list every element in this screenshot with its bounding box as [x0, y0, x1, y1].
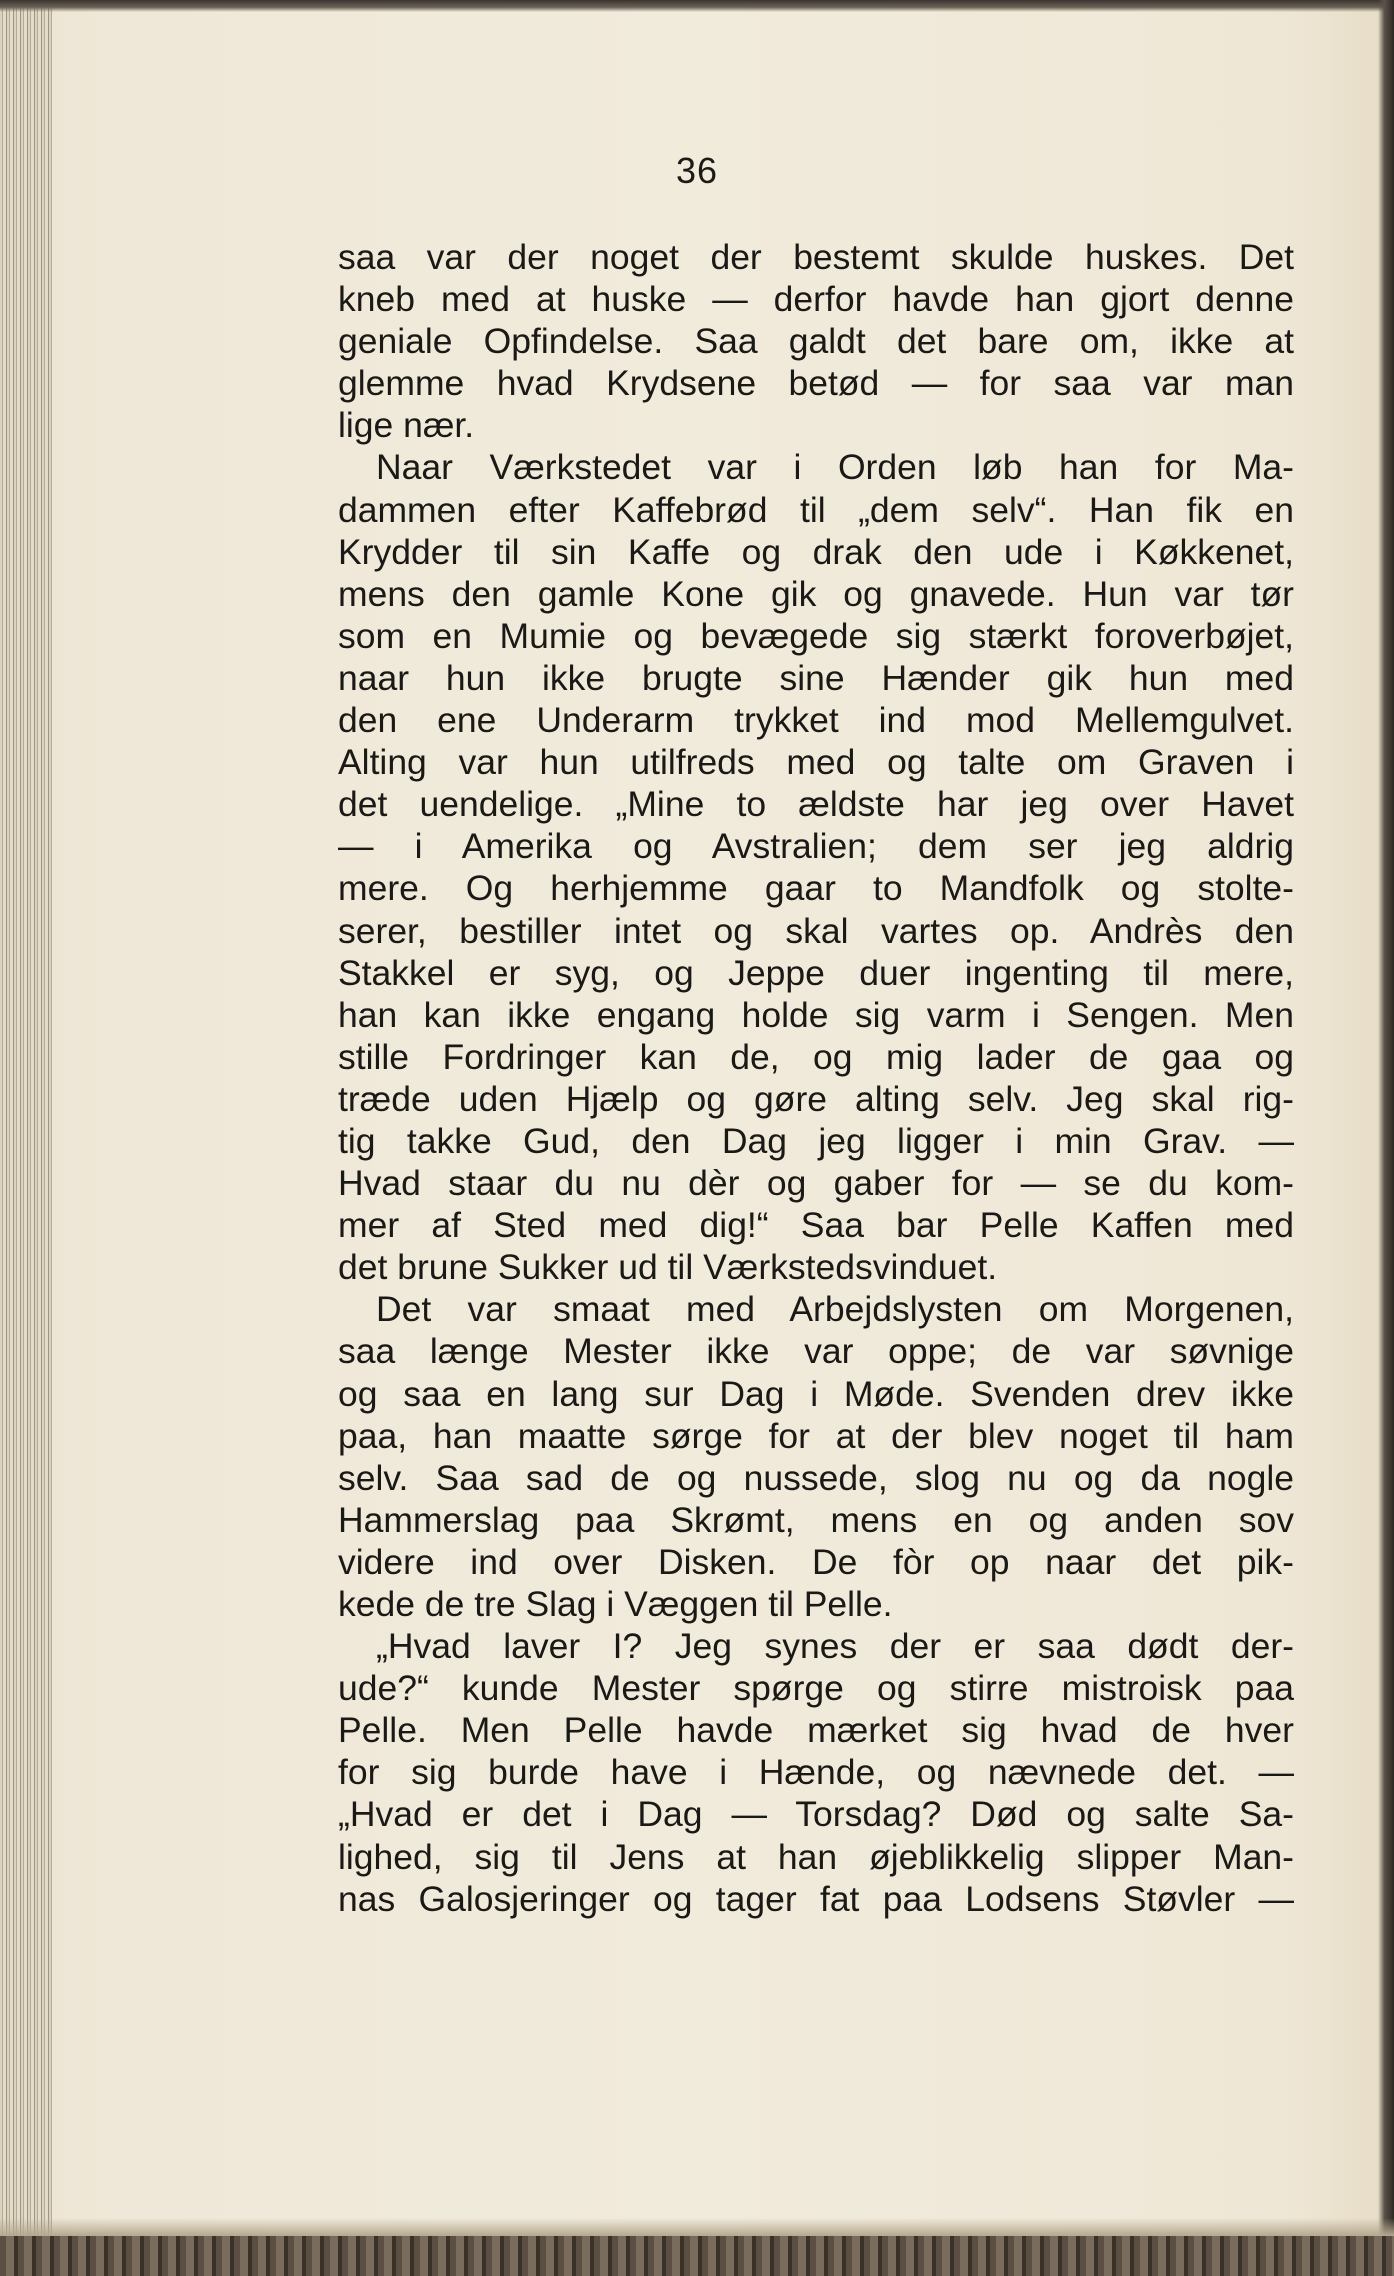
- text-line: Hvad staar du nu dèr og gaber for — se du kom-: [338, 1163, 1294, 1204]
- text-line: geniale Opfindelse. Saa galdt det bare om, ikke at: [338, 321, 1294, 362]
- text-line: træde uden Hjælp og gøre alting selv. Jeg skal rig-: [338, 1078, 1294, 1119]
- text-line: mens den gamle Kone gik og gnavede. Hun var tør: [338, 573, 1294, 614]
- book-cover-right-edge: [1378, 0, 1394, 2276]
- text-line: Det var smaat med Arbejdslysten om Morgenen,: [376, 1289, 1294, 1330]
- text-line: saa var der noget der bestemt skulde huskes. Det: [338, 237, 1294, 277]
- text-line: Stakkel er syg, og Jeppe duer ingenting til mere,: [338, 952, 1294, 993]
- text-line: Krydder til sin Kaffe og drak den ude i Køkkenet,: [338, 531, 1294, 572]
- text-line: for sig burde have i Hænde, og nævnede det. —: [338, 1752, 1294, 1793]
- text-line: saa længe Mester ikke var oppe; de var søvnige: [338, 1331, 1294, 1372]
- text-line: nas Galosjeringer og tager fat paa Lodsens Støvler —: [338, 1878, 1294, 1919]
- text-line: naar hun ikke brugte sine Hænder gik hun med: [338, 657, 1294, 698]
- book-cover-bottom-edge: [0, 2236, 1394, 2276]
- text-line: Pelle. Men Pelle havde mærket sig hvad de hver: [338, 1710, 1294, 1751]
- text-line: mer af Sted med dig!“ Saa bar Pelle Kaffen med: [338, 1205, 1294, 1246]
- text-line: det uendelige. „Mine to ældste har jeg over Havet: [338, 784, 1294, 825]
- text-line: selv. Saa sad de og nussede, slog nu og da nogle: [338, 1457, 1294, 1498]
- text-line: stille Fordringer kan de, og mig lader de gaa og: [338, 1036, 1294, 1077]
- page-number: 36: [675, 150, 719, 191]
- text-line: lighed, sig til Jens at han øjeblikkelig slipper Man-: [338, 1836, 1294, 1877]
- text-line: tig takke Gud, den Dag jeg ligger i min Grav. —: [338, 1120, 1294, 1161]
- body-text: [338, 236, 1294, 1920]
- text-line: kede de tre Slag i Væggen til Pelle.: [338, 1584, 893, 1624]
- book-page-edges: [0, 0, 52, 2276]
- text-line: „Hvad er det i Dag — Torsdag? Død og salte Sa-: [338, 1794, 1294, 1835]
- text-line: dammen efter Kaffebrød til „dem selv“. Han fik en: [338, 489, 1294, 530]
- text-line: det brune Sukker ud til Værkstedsvinduet.: [338, 1247, 998, 1288]
- text-line: han kan ikke engang holde sig varm i Sengen. Men: [338, 994, 1294, 1035]
- text-line: paa, han maatte sørge for at der blev noget til ham: [338, 1415, 1294, 1456]
- text-line: lige nær.: [338, 405, 475, 446]
- text-line: videre ind over Disken. De fòr op naar det pik-: [338, 1541, 1294, 1582]
- text-line: ude?“ kunde Mester spørge og stirre mistroisk paa: [338, 1668, 1294, 1709]
- text-line: Naar Værkstedet var i Orden løb han for Ma-: [376, 447, 1294, 488]
- text-line: den ene Underarm trykket ind mod Mellemgulvet.: [338, 700, 1294, 741]
- text-line: serer, bestiller intet og skal vartes op. Andrès den: [338, 910, 1294, 951]
- text-line: kneb med at huske — derfor havde han gjort denne: [338, 279, 1294, 320]
- text-line: glemme hvad Krydsene betød — for saa var man: [338, 363, 1294, 404]
- text-line: og saa en lang sur Dag i Møde. Svenden drev ikke: [338, 1373, 1294, 1414]
- text-line: Hammerslag paa Skrømt, mens en og anden sov: [338, 1499, 1294, 1540]
- text-line: som en Mumie og bevægede sig stærkt foroverbøjet,: [338, 615, 1294, 656]
- book-cover-top-edge: [0, 0, 1394, 12]
- text-line: Alting var hun utilfreds med og talte om Graven i: [338, 742, 1294, 783]
- text-line: „Hvad laver I? Jeg synes der er saa dødt der-: [376, 1626, 1294, 1667]
- text-line: mere. Og herhjemme gaar to Mandfolk og stolte-: [338, 868, 1294, 909]
- text-line: — i Amerika og Avstralien; dem ser jeg aldrig: [338, 826, 1294, 867]
